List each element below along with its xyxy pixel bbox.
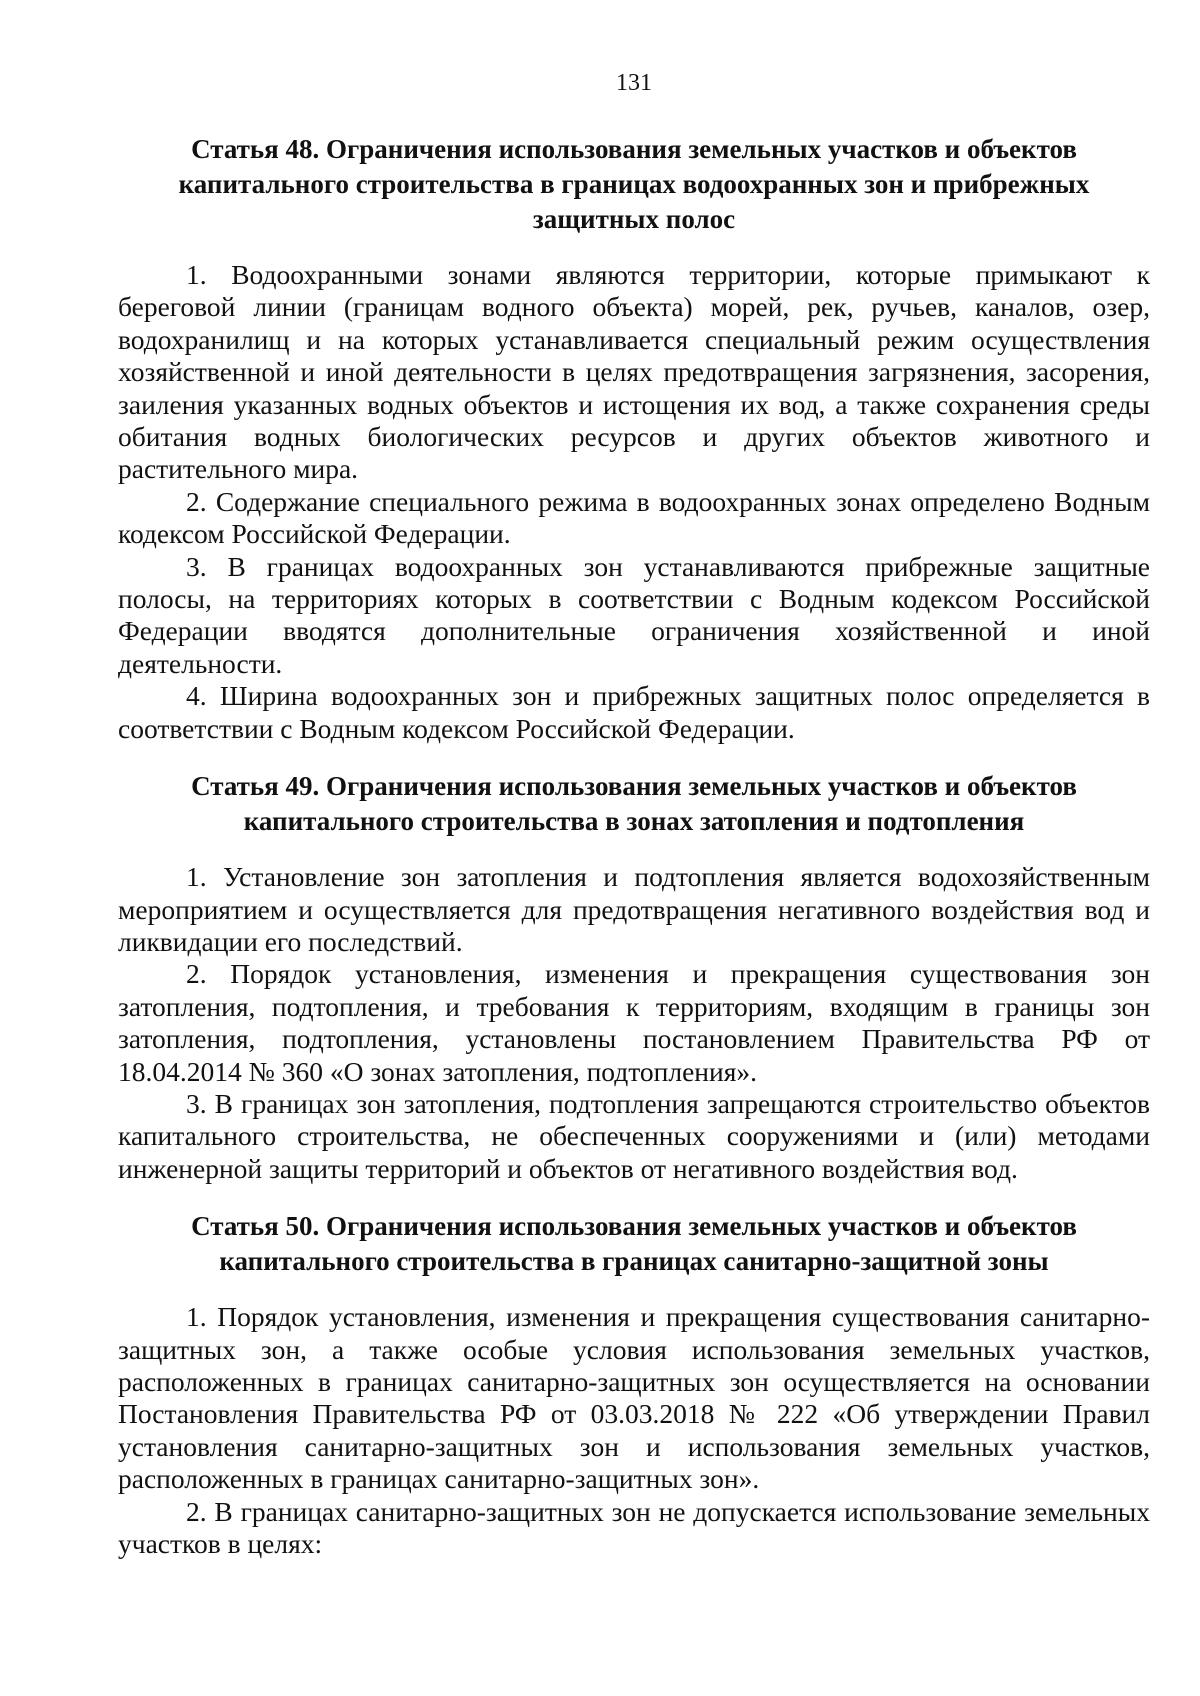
article-paragraph: 3. В границах водоохранных зон устанавливаются прибрежные защитные полосы, на территориях которых в соответствии с Водным кодексом Российской Федерации вводятся дополнительные ограничения хозяйственной и иной деятельности. (118, 550, 1150, 679)
article-paragraph: 4. Ширина водоохранных зон и прибрежных защитных полос определяется в соответствии с Водным кодексом Российской Федерации. (118, 680, 1150, 744)
article-title: Статья 49. Ограничения использования земельных участков и объектов капитального строительства в зонах затопления и подтопления (191, 771, 1077, 837)
article-48 (118, 132, 1150, 745)
article-paragraph: 1. Порядок установления, изменения и прекращения существования санитарно-защитных зон, а также особые условия использования земельных участков, расположенных в границах санитарно-защитных зон осуществляется на основании Постановления Правительства РФ от 03.03.2018 № 222 «Об утверждении Правил установления санитарно-защитных зон и использования земельных участков, расположенных в границах санитарно-защитных зон». (118, 1301, 1150, 1495)
article-paragraph: 3. В границах зон затопления, подтопления запрещаются строительство объектов капитального строительства, не обеспеченных сооружениями и (или) методами инженерной защиты территорий и объектов от негативного воздействия вод. (118, 1087, 1150, 1184)
article-title: Статья 50. Ограничения использования земельных участков и объектов капитального строительства в границах санитарно-защитной зоны (191, 1211, 1077, 1277)
article-paragraph: 2. Порядок установления, изменения и прекращения существования зон затопления, подтопления, и требования к территориям, входящим в границы зон затопления, подтопления, установлены постановлением Правительства РФ от 18.04.2014 № 360 «О зонах затопления, подтопления». (118, 958, 1150, 1087)
article-paragraph: 1. Водоохранными зонами являются территории, которые примыкают к береговой линии (границам водного объекта) морей, рек, ручьев, каналов, озер, водохранилищ и на которых устанавливается специальный режим осуществления хозяйственной и иной деятельности в целях предотвращения загрязнения, засорения, заиления указанных водных объектов и истощения их вод, а также сохранения среды обитания водных биологических ресурсов и других объектов животного и растительного мира. (118, 259, 1150, 485)
article-title: Статья 48. Ограничения использования земельных участков и объектов капитального строительства в границах водоохранных зон и прибрежных защитных полос (178, 134, 1090, 234)
article-paragraph: 2. Содержание специального режима в водоохранных зонах определено Водным кодексом Российской Федерации. (118, 485, 1150, 550)
article-50 (118, 1209, 1150, 1560)
article-paragraph: 2. В границах санитарно-защитных зон не допускается использование земельных участков в целях: (118, 1495, 1150, 1559)
article-49 (118, 769, 1150, 1185)
document-page (118, 68, 1150, 1560)
article-paragraph: 1. Установление зон затопления и подтопления является водохозяйственным мероприятием и осуществляется для предотвращения негативного воздействия вод и ликвидации его последствий. (118, 861, 1150, 957)
page-number: 131 (616, 70, 652, 96)
